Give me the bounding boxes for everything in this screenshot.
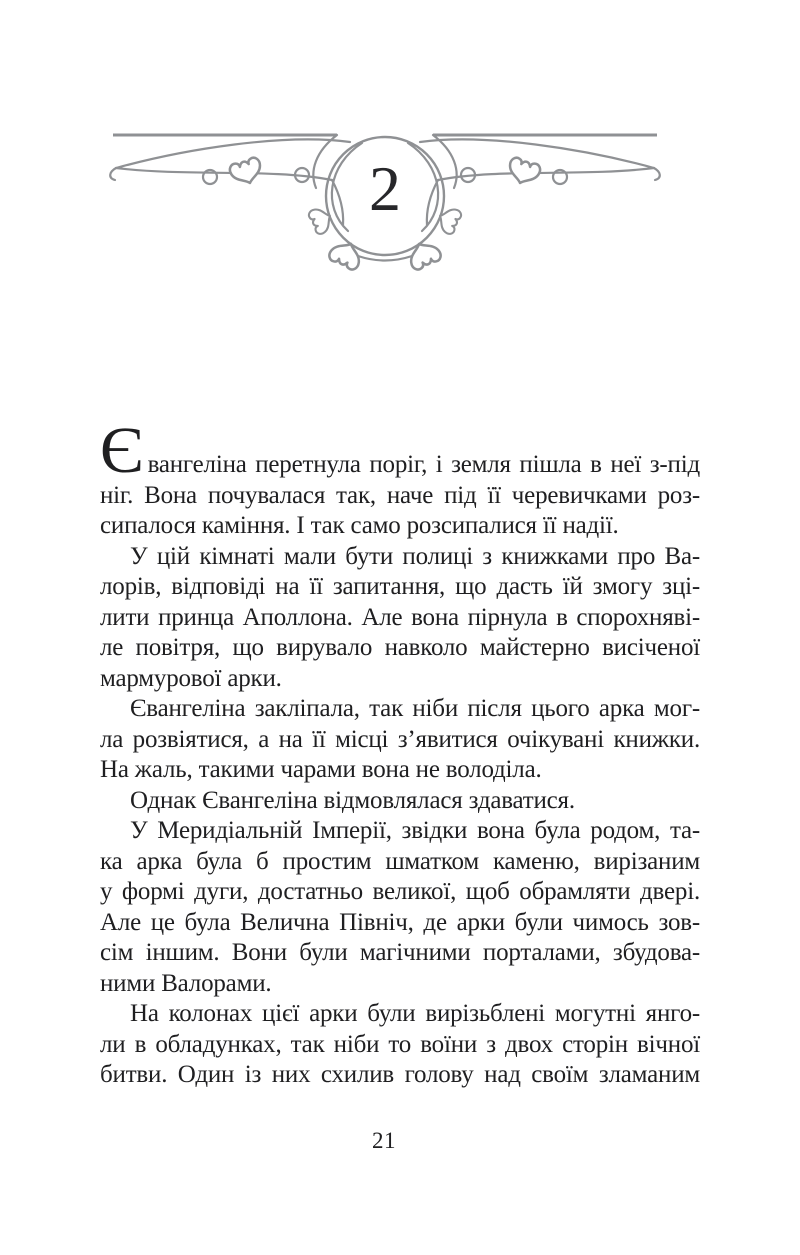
body-text xyxy=(100,414,700,1091)
text-line: лорів, відповіді на її запитання, що дасть їй змогу зці- xyxy=(100,573,700,600)
text-line: битви. Один із них схилив голову над своїм зламаним xyxy=(100,1061,700,1088)
chapter-ornament xyxy=(100,125,700,275)
paragraph xyxy=(100,816,700,999)
paragraph xyxy=(100,999,700,1091)
text-line: Євангеліна закліпала, так ніби після цього арка мог- xyxy=(130,695,700,722)
paragraph xyxy=(100,694,700,786)
page-number: 21 xyxy=(372,1128,396,1153)
text-line: ла розвіятися, а на її місці з’явитися очікувані книжки. xyxy=(100,725,700,753)
text-line: ли в обладунках, так ніби то воїни з двох сторін вічної xyxy=(100,1030,700,1058)
paragraph xyxy=(100,542,700,695)
chapter-number: 2 xyxy=(369,153,401,224)
drop-cap: Є xyxy=(100,414,144,487)
text-line: ніг. Вона почувалася так, наче під її черевичками роз- xyxy=(100,481,700,509)
flourish-left-icon xyxy=(110,135,362,236)
text-line: сипалося каміння. І так само розсипалися її надії. xyxy=(100,512,619,539)
text-line: у формі дуги, достатньо великої, щоб обрамляти двері. xyxy=(100,878,700,905)
text-line: Але це була Велична Північ, де арки були чимось зов- xyxy=(100,908,700,936)
text-line: сім іншим. Вони були магічними порталами, збудова- xyxy=(100,939,700,966)
text-line: ними Валорами. xyxy=(100,969,272,997)
paragraph xyxy=(100,414,700,542)
text-line: ка арка була б простим шматком каменю, вирізаним xyxy=(100,847,700,875)
text-line: мармурової арки. xyxy=(100,664,282,692)
paragraph xyxy=(100,786,700,817)
text-line: На жаль, такими чарами вона не володіла. xyxy=(100,756,542,783)
text-line: Євангеліна перетнула поріг, і земля пішла в неї з-під xyxy=(100,414,700,487)
text-line: лити принца Аполлона. Але вона пірнула в спорохняві- xyxy=(100,603,700,631)
text-line: ле повітря, що вирувало навколо майстерно висіченої xyxy=(100,634,700,661)
text-line: На колонах цієї арки були вирізьблені могутні янго- xyxy=(130,1000,700,1027)
text-line: У цій кімнаті мали бути полиці з книжками про Ва- xyxy=(130,542,700,570)
text-line: Однак Євангеліна відмовлялася здаватися. xyxy=(130,786,575,814)
text-line: У Меридіальній Імперії, звідки вона була родом, та- xyxy=(130,817,700,844)
flourish-right-icon xyxy=(408,135,660,236)
